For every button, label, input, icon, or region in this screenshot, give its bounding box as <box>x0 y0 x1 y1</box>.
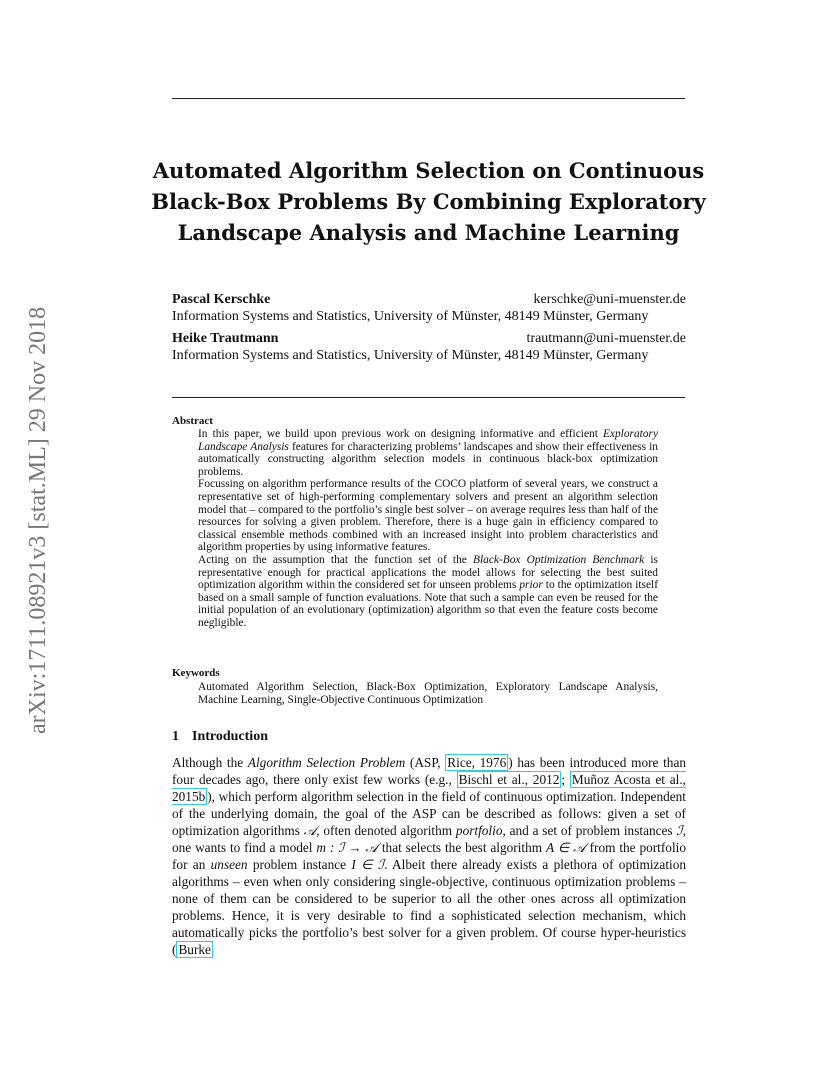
arxiv-stamp: arXiv:1711.08921v3 [stat.ML] 29 Nov 2018 <box>25 306 51 734</box>
author-name: Heike Trautmann <box>172 331 279 346</box>
intro-paragraph: Although the Algorithm Selection Problem (ASP, Rice, 1976 ) has been introduced more than four decades ago, there only exist few works (e.g., Bischl et al., 2012 ; Muñoz Acosta et al., 2015b ), which perform algorithm selection in the field of continuous optimization. Independent of the underlying domain, the goal of the ASP can be described as follows: given a set of optimization algorithms 𝒜, often denoted algorithm portfolio, and a set of problem instances ℐ, one wants to find a model m : ℐ → 𝒜 that selects the best algorithm A ∈ 𝒜 from the portfolio for an unseen problem instance I ∈ ℐ. Albeit there already exists a plethora of optimization algorithms – even when only considering single-objective, continuous optimization problems – none of them can be considered to be superior to all the other ones across all optimization problems. Hence, it is very desirable to find a sophisticated selection mechanism, which automatically picks the portfolio’s best solver for a given problem. Of course hyper-heuristics ( Burke <box>172 755 687 957</box>
paper-title <box>150 155 707 248</box>
author-name: Pascal Kerschke <box>172 292 271 307</box>
abstract-heading: Abstract <box>172 415 213 427</box>
top-rule <box>172 98 685 99</box>
author-affiliation: Information Systems and Statistics, University of Münster, 48149 Münster, Germany <box>172 348 649 363</box>
abstract-paragraph: Focussing on algorithm performance results of the COCO platform of several years, we construct a representative set of high-performing complementary solvers and present an algorithm selection model that – compared to the portfolio’s single best solver – on average requires less than half of the resources for solving a given problem. Therefore, there is a huge gain in efficiency compared to classical ensemble methods combined with an increased insight into problem characteristics and algorithm properties by using informative features. <box>198 478 658 554</box>
citation-link[interactable]: Bischl et al., 2012 <box>458 772 560 787</box>
separator-rule <box>172 397 685 398</box>
section-title: Introduction <box>192 729 268 744</box>
abstract-body <box>198 428 658 630</box>
author-block <box>172 291 686 325</box>
keywords-heading: Keywords <box>172 667 220 679</box>
author-block <box>172 330 686 364</box>
title-line: Black-Box Problems By Combining Exploratory <box>151 189 706 214</box>
citation-link[interactable]: Burke <box>178 942 211 957</box>
author-email: trautmann@uni-muenster.de <box>526 331 686 346</box>
citation-link[interactable]: Muñoz Acosta et al., 2015b <box>172 772 686 804</box>
abstract-paragraph: Acting on the assumption that the function set of the Black-Box Optimization Benchmark is representative enough for practical applications the model allows for selecting the best suited optimization algorithm within the considered set for unseen problems prior to the optimization itself based on a small sample of function evaluations. Note that such a sample can even be reused for the initial population of an evolutionary (optimization) algorithm so that even the feature costs become negligible. <box>198 553 658 629</box>
author-email: kerschke@uni-muenster.de <box>533 292 686 307</box>
author-affiliation: Information Systems and Statistics, University of Münster, 48149 Münster, Germany <box>172 309 649 324</box>
citation-link[interactable]: Rice, 1976 <box>447 755 507 770</box>
abstract-paragraph: In this paper, we build upon previous work on designing informative and efficient Exploratory Landscape Analysis features for characterizing problems’ landscapes and show their effectiveness in automatically constructing algorithm selection models in continuous black-box optimization problems. <box>198 428 658 478</box>
section-heading <box>172 729 268 745</box>
title-line: Landscape Analysis and Machine Learning <box>177 220 680 245</box>
keywords-text: Automated Algorithm Selection, Black-Box Optimization, Exploratory Landscape Analysis, Machine Learning, Single-Objective Continuous Optimization <box>198 681 658 706</box>
section-number: 1 <box>172 729 179 744</box>
title-line: Automated Algorithm Selection on Continuous <box>152 158 705 183</box>
